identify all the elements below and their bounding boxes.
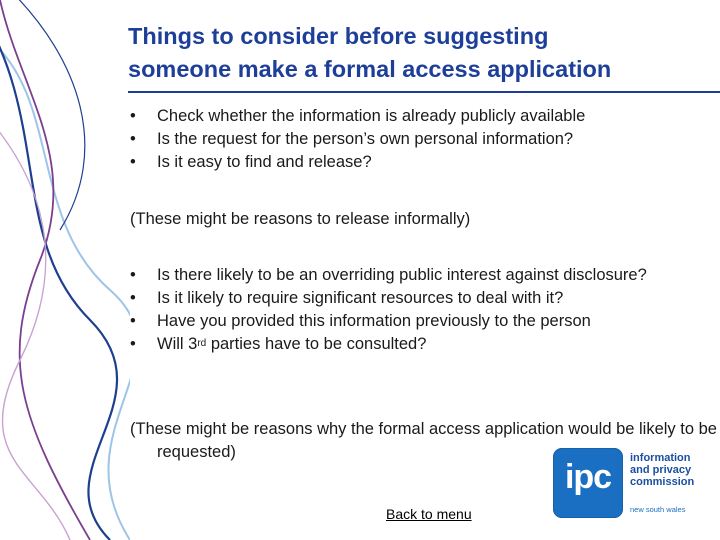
bullet-icon: • xyxy=(130,153,136,171)
note-informal: (These might be reasons to release informally) xyxy=(130,210,471,228)
logo-line-2: and privacy xyxy=(630,464,692,476)
bullet-icon: • xyxy=(130,312,136,330)
list-item-text: Is it likely to require significant resources to deal with it? xyxy=(157,289,564,307)
ipc-logo-mark xyxy=(553,448,623,518)
list-item xyxy=(130,264,710,287)
bullet-list-informal xyxy=(130,105,710,174)
list-item-text: Have you provided this information previously to the person xyxy=(157,312,591,330)
ipc-logo-text: ipc xyxy=(564,458,612,496)
list-item xyxy=(130,128,710,151)
bullet-icon: • xyxy=(130,130,136,148)
bullet-icon: • xyxy=(130,107,136,125)
title-line-2: someone make a formal access application xyxy=(128,56,612,82)
bullet-icon: • xyxy=(130,289,136,307)
list-item xyxy=(130,105,710,128)
list-item-text-pre: Will 3 xyxy=(157,335,198,353)
title-line-1: Things to consider before suggesting xyxy=(128,23,549,49)
logo-line-3: commission xyxy=(630,476,695,488)
title-underline xyxy=(128,91,720,93)
logo-subtitle: new south wales xyxy=(630,505,686,514)
bullet-icon: • xyxy=(130,335,136,353)
note-formal: (These might be reasons why the formal access application would be likely to be requested) xyxy=(130,420,717,461)
list-item-text-post: parties have to be consulted? xyxy=(206,335,427,353)
ipc-logo-wordmark xyxy=(630,452,716,488)
slide-title xyxy=(128,20,708,86)
bullet-list-formal xyxy=(130,264,710,356)
list-item xyxy=(130,310,710,333)
list-item xyxy=(130,151,710,174)
list-item-text: Is there likely to be an overriding public interest against disclosure? xyxy=(157,266,647,284)
list-item xyxy=(130,287,710,310)
list-item-text: Is it easy to find and release? xyxy=(157,153,372,171)
back-to-menu-link[interactable]: Back to menu xyxy=(386,506,472,522)
list-item-text: Check whether the information is already publicly available xyxy=(157,107,586,125)
list-item xyxy=(130,333,710,356)
ordinal-superscript: rd xyxy=(197,338,207,349)
bullet-icon: • xyxy=(130,266,136,284)
list-item-text: Is the request for the person’s own personal information? xyxy=(157,130,574,148)
decorative-ribbon-graphic xyxy=(0,0,130,540)
logo-line-1: information xyxy=(630,452,691,464)
